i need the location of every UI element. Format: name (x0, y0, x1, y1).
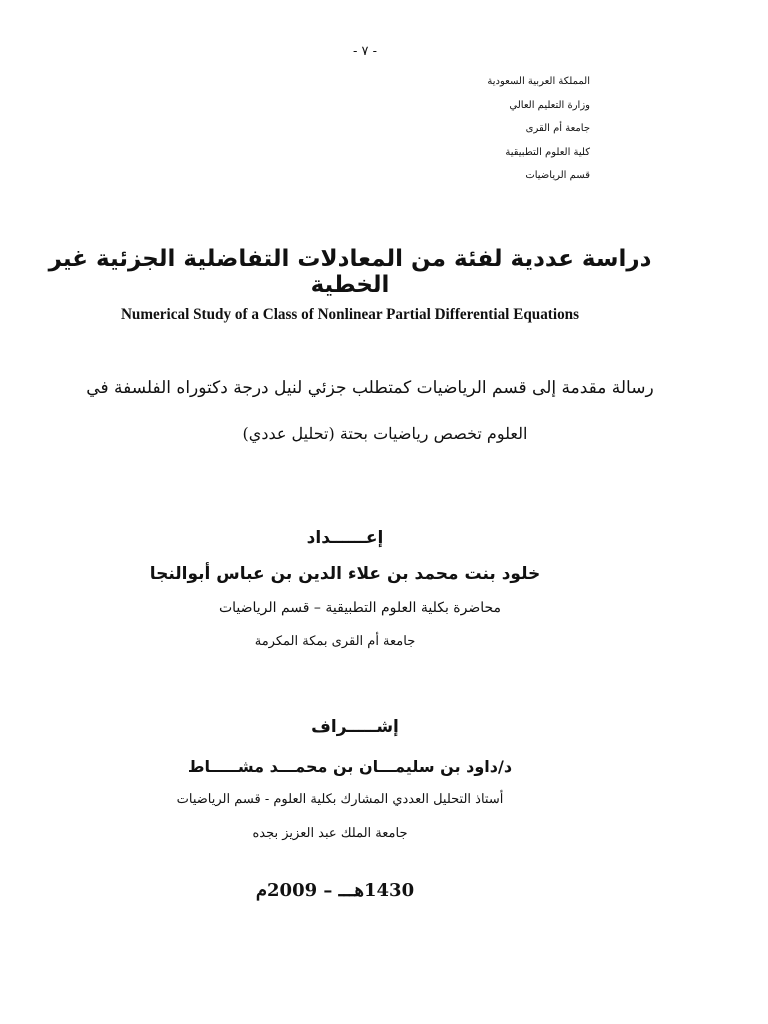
supervisor-position: أستاذ التحليل العددي المشارك بكلية العلوم - قسم الرياضيات (176, 792, 504, 807)
header-kingdom: المملكة العربية السعودية (487, 76, 590, 87)
author-position: محاضرة بكلية العلوم التطبيقية – قسم الرياضيات (218, 600, 502, 616)
header-university: جامعة أم القرى (525, 123, 590, 134)
supervisor-name: د/داود بن سليمـــان بن محمـــد مشـــــاط (187, 757, 513, 776)
supervisor-university: جامعة الملك عبد العزيز بجده (252, 826, 408, 841)
thesis-date: 1430هـــ – 2009م (255, 880, 415, 901)
institution-header (430, 70, 590, 188)
thesis-title-english: Numerical Study of a Class of Nonlinear Partial Differential Equations (120, 306, 580, 323)
thesis-description-line1: رسالة مقدمة إلى قسم الرياضيات كمتطلب جزئي لنيل درجة دكتوراه الفلسفة في (86, 378, 654, 398)
header-ministry: وزارة التعليم العالي (509, 99, 590, 111)
supervision-heading: إشـــــراف (311, 717, 399, 737)
page-number: - ٧ - (352, 44, 378, 59)
author-university: جامعة أم القرى بمكة المكرمة (254, 634, 416, 649)
header-college: كلية العلوم التطبيقية (505, 146, 590, 158)
prepared-by-heading: إعــــــداد (306, 528, 384, 548)
header-department: قسم الرياضيات (525, 170, 590, 181)
thesis-description-line2: العلوم تخصص رياضيات بحتة (تحليل عددي) (242, 424, 528, 443)
author-name: خلود بنت محمد بن علاء الدين بن عباس أبوالنجا (149, 564, 541, 584)
thesis-title-arabic: دراسة عددية لفئة من المعادلات التفاضلية الجزئية غير الخطية (48, 246, 652, 298)
